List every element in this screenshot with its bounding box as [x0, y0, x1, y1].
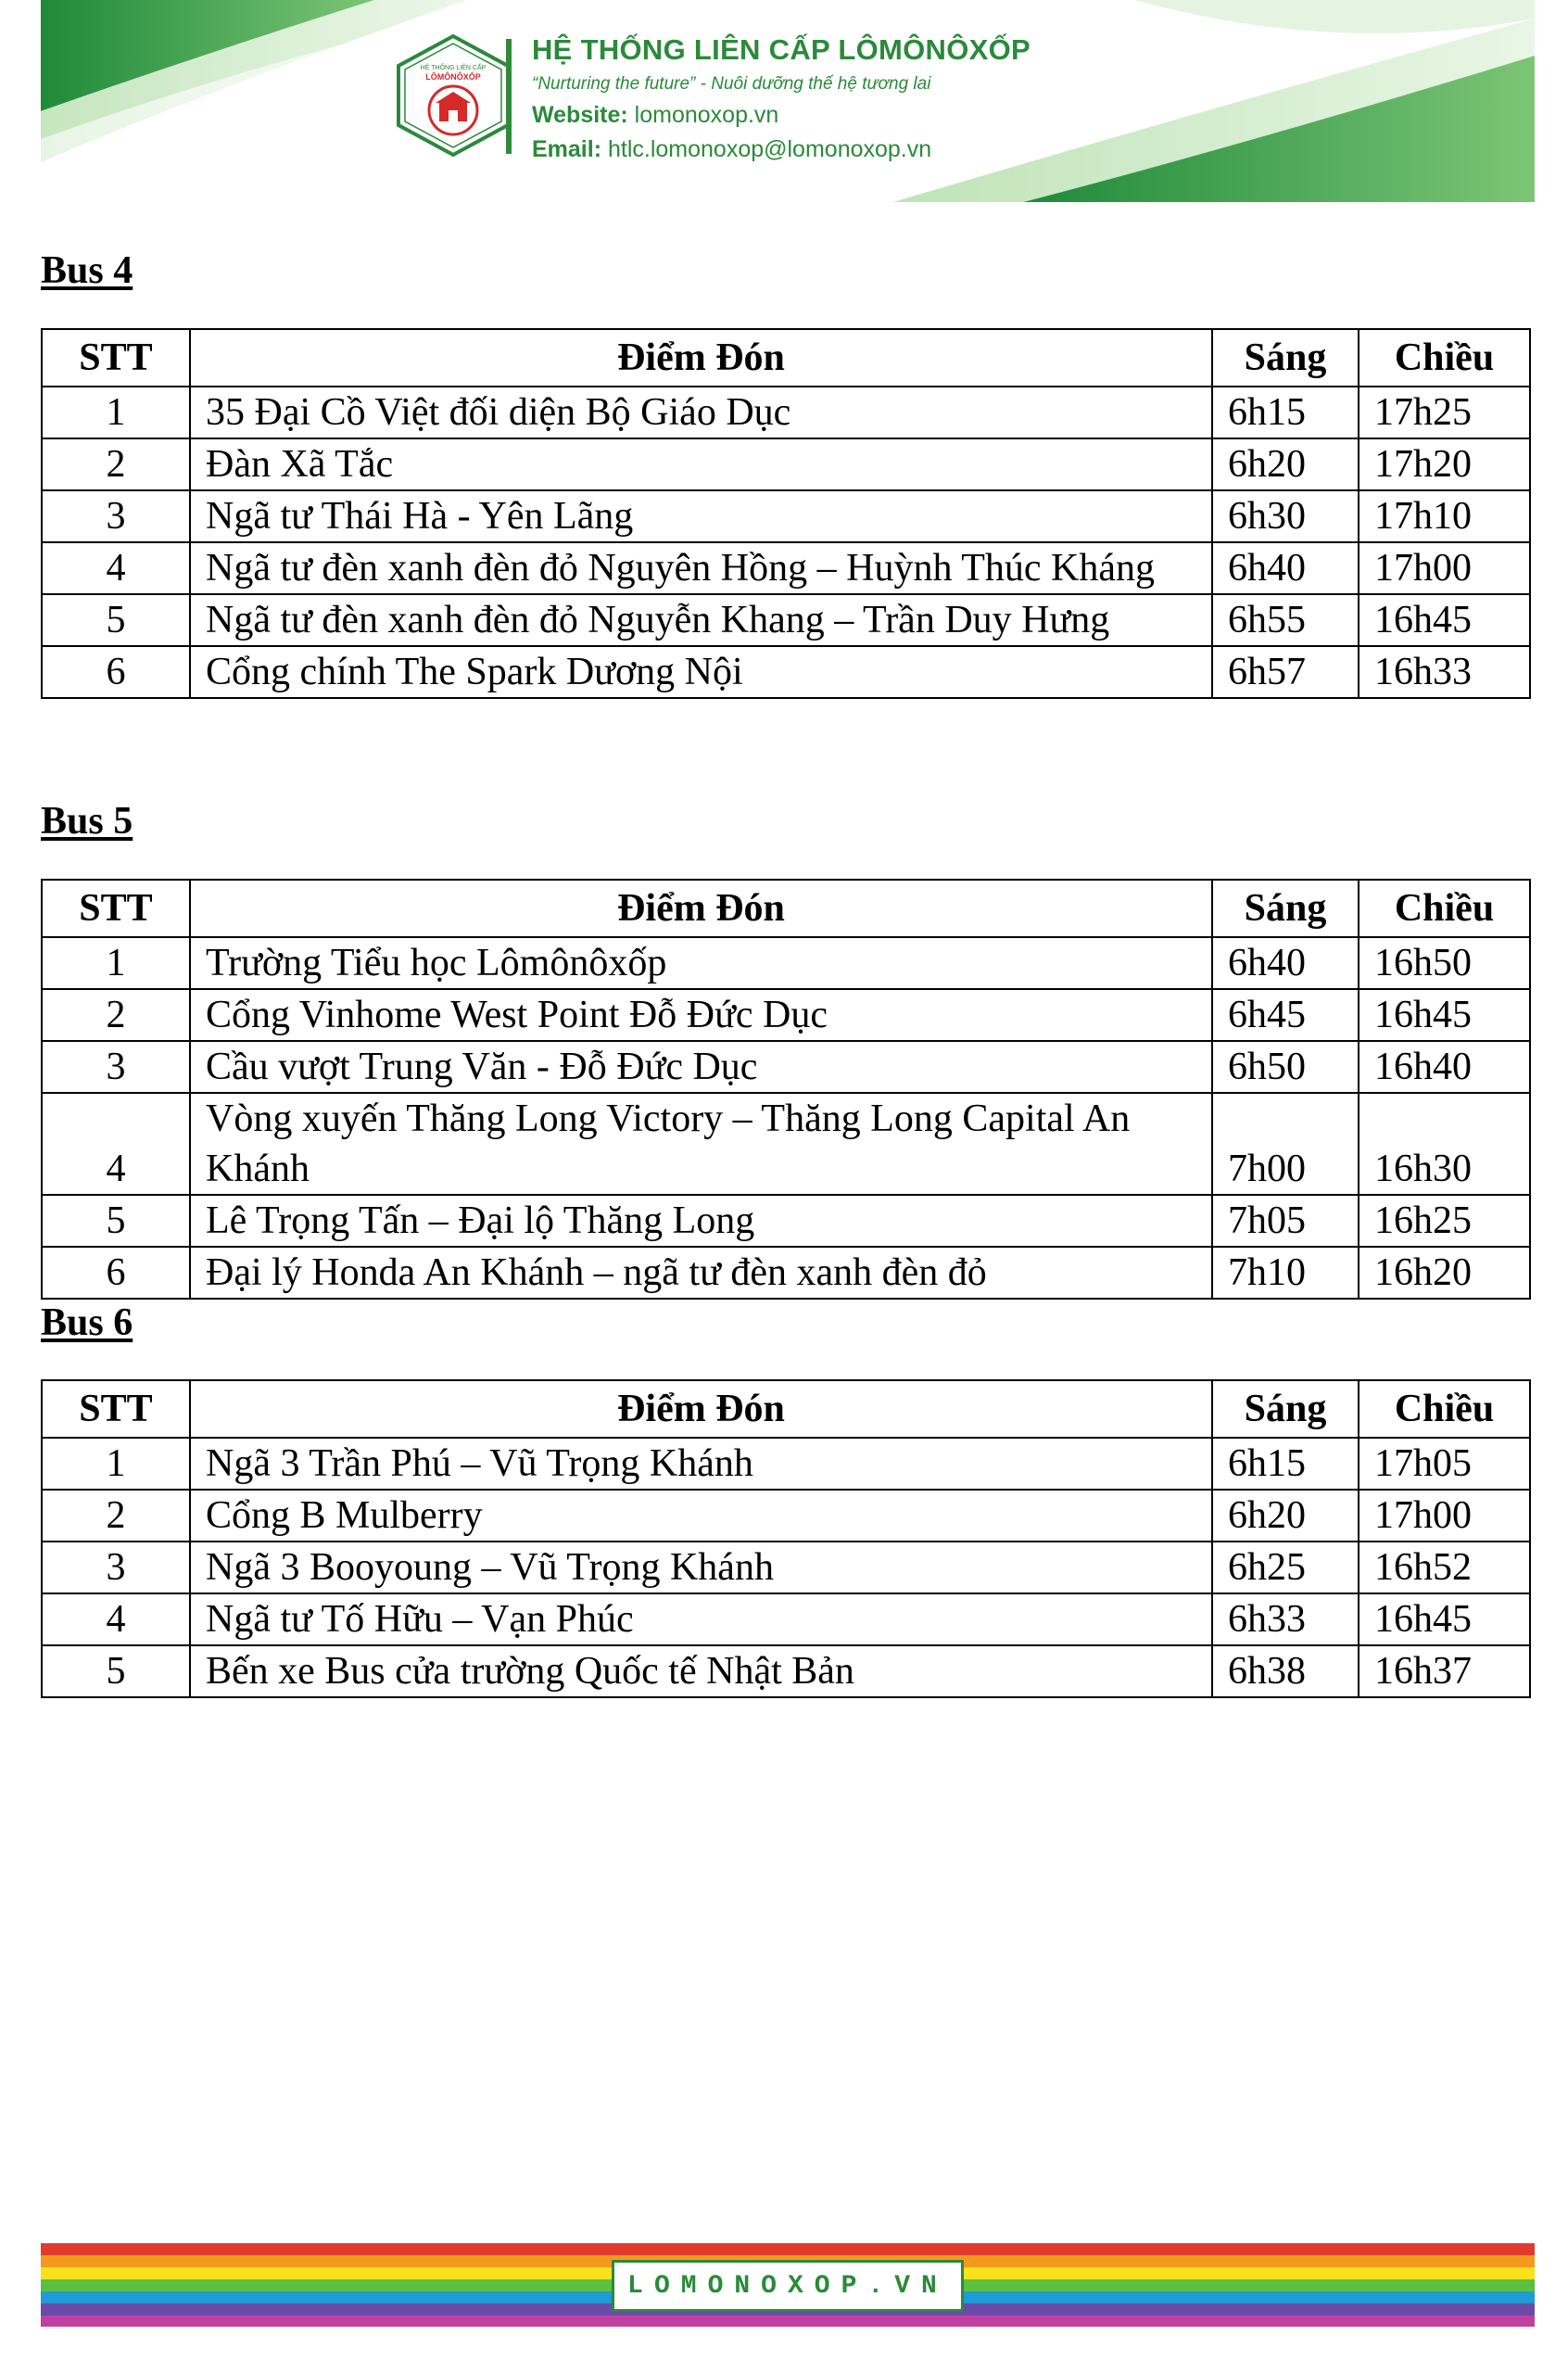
row-morning-time: 6h25: [1212, 1542, 1359, 1593]
table-row: [42, 490, 1530, 542]
table-row: [42, 646, 1530, 698]
row-afternoon-time: 17h25: [1359, 387, 1530, 438]
col-sang: Sáng: [1212, 1380, 1359, 1438]
table-header-row: [42, 329, 1530, 387]
email-label: Email:: [532, 136, 602, 162]
slogan-quote: “Nurturing the future”: [532, 74, 696, 94]
row-pickup-point: Cổng chính The Spark Dương Nội: [190, 646, 1212, 698]
bus-5-table: [41, 879, 1531, 1300]
email-link[interactable]: htlc.lomonoxop@lomonoxop.vn: [601, 136, 932, 162]
row-pickup-point: Ngã tư đèn xanh đèn đỏ Nguyên Hồng – Huỳnh Thúc Kháng: [190, 542, 1212, 594]
row-stt: 3: [42, 1041, 190, 1093]
row-afternoon-time: 16h20: [1359, 1247, 1530, 1299]
bus-5-title: Bus 5: [41, 800, 133, 843]
row-morning-time: 6h40: [1212, 542, 1359, 594]
col-diem-don: Điểm Đón: [190, 1380, 1212, 1438]
row-pickup-point: Cổng Vinhome West Point Đỗ Đức Dục: [190, 989, 1212, 1041]
table-row: [42, 1438, 1530, 1490]
table-header-row: [42, 1380, 1530, 1438]
col-diem-don: Điểm Đón: [190, 880, 1212, 937]
bus-4-table: [41, 328, 1531, 699]
school-logo: [384, 32, 523, 159]
row-morning-time: 6h15: [1212, 387, 1359, 438]
row-pickup-point: Đại lý Honda An Khánh – ngã tư đèn xanh đèn đỏ: [190, 1247, 1212, 1299]
slogan-rest: - Nuôi dưỡng thế hệ tương lai: [695, 74, 931, 94]
row-pickup-point: Ngã 3 Trần Phú – Vũ Trọng Khánh: [190, 1438, 1212, 1490]
row-morning-time: 7h10: [1212, 1247, 1359, 1299]
row-afternoon-time: 16h25: [1359, 1195, 1530, 1247]
bus-4-title: Bus 4: [41, 249, 133, 292]
row-afternoon-time: 16h52: [1359, 1542, 1530, 1593]
row-pickup-point: Cầu vượt Trung Văn - Đỗ Đức Dục: [190, 1041, 1212, 1093]
row-pickup-point: Bến xe Bus cửa trường Quốc tế Nhật Bản: [190, 1645, 1212, 1697]
row-morning-time: 6h50: [1212, 1041, 1359, 1093]
table-row: [42, 989, 1530, 1041]
row-pickup-point: Ngã tư Tố Hữu – Vạn Phúc: [190, 1593, 1212, 1645]
bus-6-table: [41, 1379, 1531, 1698]
row-afternoon-time: 16h33: [1359, 646, 1530, 698]
row-morning-time: 6h30: [1212, 490, 1359, 542]
footer-stripe-violet: [41, 2316, 1535, 2327]
row-afternoon-time: 17h05: [1359, 1438, 1530, 1490]
footer-website-link[interactable]: LOMONOXOP.VN: [612, 2260, 964, 2312]
row-morning-time: 6h15: [1212, 1438, 1359, 1490]
row-morning-time: 6h33: [1212, 1593, 1359, 1645]
row-pickup-point: Đàn Xã Tắc: [190, 438, 1212, 490]
row-morning-time: 7h00: [1212, 1093, 1359, 1195]
row-morning-time: 6h45: [1212, 989, 1359, 1041]
header-divider: [506, 39, 512, 154]
row-pickup-point: Ngã tư Thái Hà - Yên Lãng: [190, 490, 1212, 542]
row-stt: 1: [42, 937, 190, 989]
row-stt: 6: [42, 646, 190, 698]
logo-name-text: LÔMÔNÔXỐP: [425, 72, 481, 82]
col-stt: STT: [42, 1380, 190, 1438]
row-stt: 3: [42, 1542, 190, 1593]
row-afternoon-time: 17h10: [1359, 490, 1530, 542]
row-morning-time: 6h20: [1212, 438, 1359, 490]
row-stt: 2: [42, 1490, 190, 1542]
row-afternoon-time: 16h37: [1359, 1645, 1530, 1697]
row-afternoon-time: 16h30: [1359, 1093, 1530, 1195]
col-sang: Sáng: [1212, 880, 1359, 937]
table-row: [42, 1593, 1530, 1645]
row-stt: 3: [42, 490, 190, 542]
row-afternoon-time: 16h45: [1359, 1593, 1530, 1645]
table-header-row: [42, 880, 1530, 937]
row-afternoon-time: 16h40: [1359, 1041, 1530, 1093]
row-stt: 4: [42, 1093, 190, 1195]
table-row: [42, 594, 1530, 646]
website-link[interactable]: lomonoxop.vn: [627, 102, 779, 128]
row-afternoon-time: 17h20: [1359, 438, 1530, 490]
table-row: [42, 438, 1530, 490]
row-stt: 6: [42, 1247, 190, 1299]
website-label: Website:: [532, 102, 628, 128]
table-row: [42, 937, 1530, 989]
row-afternoon-time: 16h45: [1359, 989, 1530, 1041]
col-stt: STT: [42, 880, 190, 937]
row-stt: 4: [42, 1593, 190, 1645]
logo-top-text: HỆ THỐNG LIÊN CẤP: [420, 65, 487, 71]
row-morning-time: 6h57: [1212, 646, 1359, 698]
table-row: [42, 387, 1530, 438]
row-stt: 2: [42, 438, 190, 490]
row-pickup-point: Ngã tư đèn xanh đèn đỏ Nguyễn Khang – Trần Duy Hưng: [190, 594, 1212, 646]
header-text-block: [532, 33, 1125, 163]
col-chieu: Chiều: [1359, 1380, 1530, 1438]
table-row: [42, 1542, 1530, 1593]
row-afternoon-time: 16h45: [1359, 594, 1530, 646]
col-stt: STT: [42, 329, 190, 387]
school-slogan: [532, 74, 1125, 95]
row-afternoon-time: 17h00: [1359, 1490, 1530, 1542]
col-chieu: Chiều: [1359, 329, 1530, 387]
col-diem-don: Điểm Đón: [190, 329, 1212, 387]
col-chieu: Chiều: [1359, 880, 1530, 937]
row-afternoon-time: 17h00: [1359, 542, 1530, 594]
table-row: [42, 1093, 1530, 1195]
footer-stripe-red: [41, 2243, 1535, 2255]
col-sang: Sáng: [1212, 329, 1359, 387]
row-afternoon-time: 16h50: [1359, 937, 1530, 989]
table-row: [42, 1041, 1530, 1093]
row-morning-time: 6h55: [1212, 594, 1359, 646]
row-pickup-point: 35 Đại Cồ Việt đối diện Bộ Giáo Dục: [190, 387, 1212, 438]
email-line: [532, 136, 1125, 163]
table-row: [42, 1247, 1530, 1299]
row-pickup-point: Trường Tiểu học Lômônôxốp: [190, 937, 1212, 989]
row-pickup-point: Lê Trọng Tấn – Đại lộ Thăng Long: [190, 1195, 1212, 1247]
school-name: HỆ THỐNG LIÊN CẤP LÔMÔNÔXỐP: [532, 33, 1031, 66]
table-row: [42, 1490, 1530, 1542]
row-stt: 1: [42, 1438, 190, 1490]
row-stt: 5: [42, 594, 190, 646]
row-morning-time: 6h40: [1212, 937, 1359, 989]
rainbow-footer: [41, 2243, 1535, 2329]
row-morning-time: 7h05: [1212, 1195, 1359, 1247]
table-row: [42, 1645, 1530, 1697]
row-pickup-point: Vòng xuyến Thăng Long Victory – Thăng Long Capital An Khánh: [190, 1093, 1212, 1195]
letterhead-banner: [41, 0, 1535, 202]
table-row: [42, 1195, 1530, 1247]
row-stt: 1: [42, 387, 190, 438]
row-stt: 2: [42, 989, 190, 1041]
row-morning-time: 6h38: [1212, 1645, 1359, 1697]
row-stt: 5: [42, 1195, 190, 1247]
bus-6-title: Bus 6: [41, 1301, 133, 1344]
table-row: [42, 542, 1530, 594]
row-pickup-point: Ngã 3 Booyoung – Vũ Trọng Khánh: [190, 1542, 1212, 1593]
website-line: [532, 102, 1125, 129]
row-pickup-point: Cổng B Mulberry: [190, 1490, 1212, 1542]
row-stt: 5: [42, 1645, 190, 1697]
row-stt: 4: [42, 542, 190, 594]
row-morning-time: 6h20: [1212, 1490, 1359, 1542]
